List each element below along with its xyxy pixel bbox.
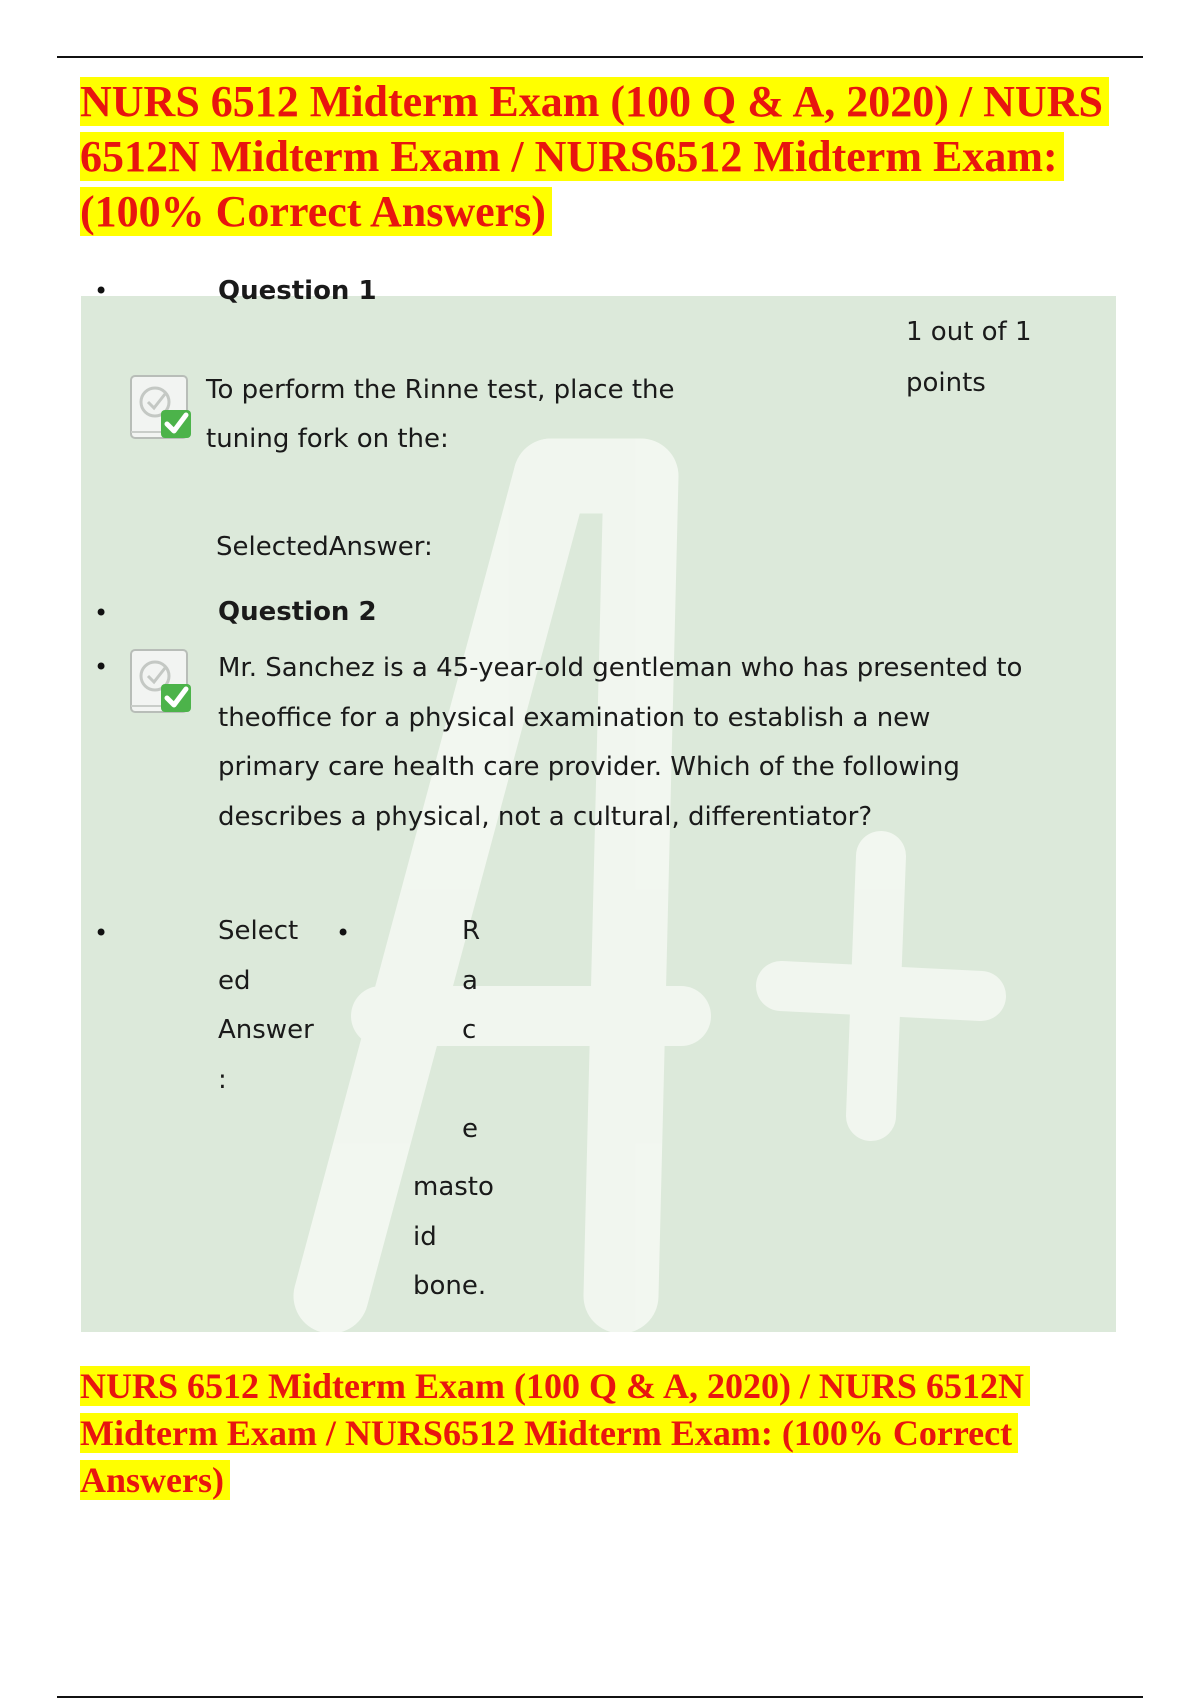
selected-label-line: : (218, 1064, 227, 1095)
question-2-label: Question 2 (218, 597, 377, 627)
bullet: • (94, 919, 109, 947)
selected-label-line: ed (218, 965, 251, 996)
document-title-bottom (80, 1363, 1140, 1504)
bullet: • (94, 277, 109, 305)
bullet: • (94, 653, 109, 681)
correct-check-icon (129, 648, 195, 718)
question-1-text: To perform the Rinne test, place the tuning fork on the: (206, 375, 675, 454)
document-title-top-text: NURS 6512 Midterm Exam (100 Q & A, 2020) / NURS 6512N Midterm Exam / NURS6512 Midterm Exam: (100% Correct Answers) (80, 77, 1109, 236)
question-1-selected-answer-label: SelectedAnswer: (216, 532, 433, 562)
trailing-answer-fragment (413, 1163, 523, 1312)
bullet: • (94, 599, 109, 627)
question-2-text: Mr. Sanchez is a 45-year-old gentleman who has presented to theoffice for a physical examination to establish a new primary care health care provider. Which of the following describes a physical, not a cultural, differentiator? (218, 653, 1023, 832)
document-title-top (80, 74, 1140, 239)
answer-line: a (462, 965, 478, 996)
answer-line: c (462, 1015, 477, 1045)
top-rule (57, 56, 1143, 58)
question-2-selected-answer-label (218, 907, 328, 1105)
question-2-selected-answer (462, 907, 492, 1155)
trailing-line: bone. (413, 1271, 487, 1301)
answer-line: e (462, 1114, 478, 1144)
question-1-points: 1 out of 1 points (906, 317, 1032, 398)
document-title-bottom-text: NURS 6512 Midterm Exam (100 Q & A, 2020) / NURS 6512N Midterm Exam / NURS6512 Midterm Exam: (100% Correct Answers) (80, 1366, 1030, 1500)
bullet: • (336, 919, 351, 947)
answer-line: R (462, 916, 481, 946)
selected-label-line: Answer (218, 1015, 314, 1045)
bottom-rule (57, 1696, 1143, 1698)
question-1-label: Question 1 (218, 276, 377, 306)
trailing-line: masto (413, 1172, 494, 1202)
selected-label-line: Select (218, 916, 299, 946)
answer-line (462, 1056, 492, 1106)
trailing-line: id (413, 1221, 437, 1252)
correct-check-icon (129, 374, 195, 444)
